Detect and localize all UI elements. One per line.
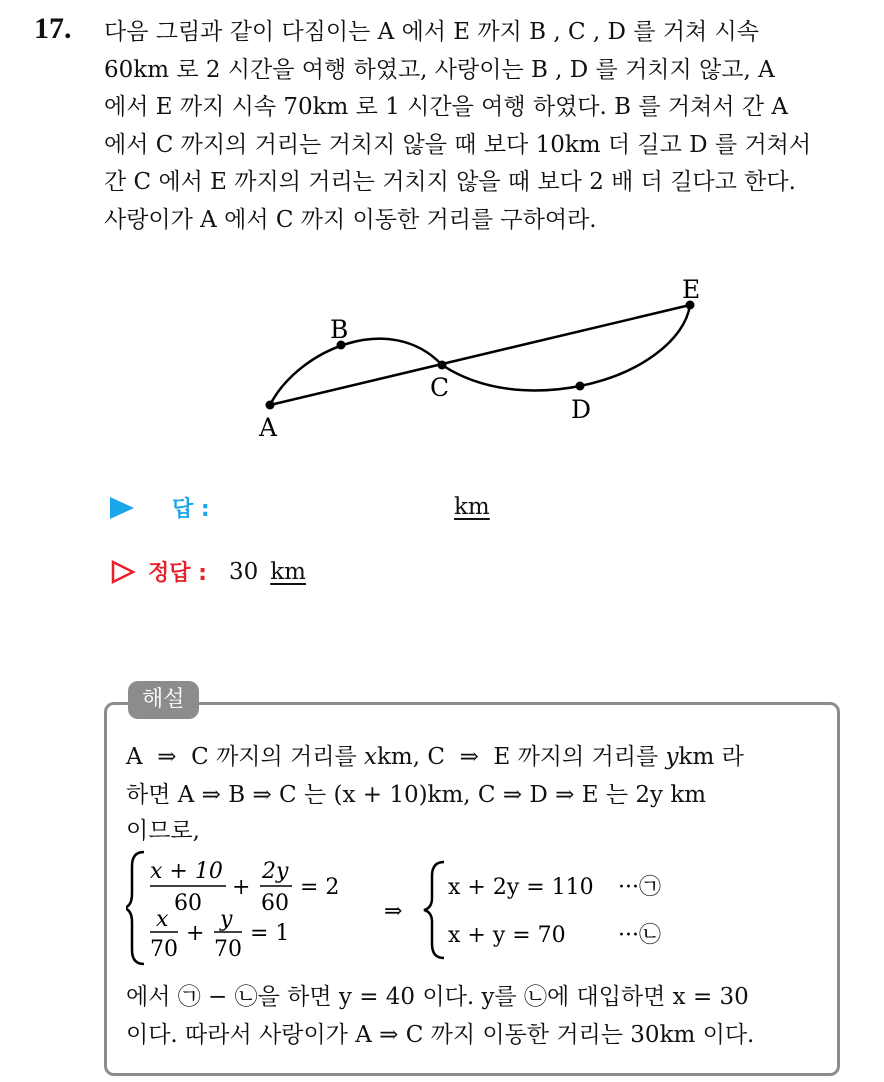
- answer-row: [110, 492, 210, 523]
- eq2-num2: y: [220, 907, 233, 932]
- problem-text: 다음 그림과 같이 다짐이는 A 에서 E 까지 B , C , D 를 거쳐 시속 60km 로 2 시간을 여행 하였고, 사랑이는 B , D 를 거치지 않고, A 에서 E 까지 시속 70km 로 1 시간을 여행 하였다. B 를 거쳐서 간 A 에서 C 까지의 거리는 거치지 않을 때 보다 10km 더 길고 D 를 거쳐서 간 C 에서 E 까지의 거리는 거치지 않을 때 보다 2 배 더 길다고 한다. 사랑이가 A 에서 C 까지 이동한 거리를 구하여라.: [104, 19, 812, 233]
- point-b-label: B: [330, 315, 349, 344]
- point-a-dot: [266, 401, 275, 410]
- point-d-label: D: [571, 395, 592, 424]
- point-d-dot: [576, 382, 585, 391]
- outline-triangle-icon: [110, 559, 136, 585]
- point-e-label: E: [682, 275, 701, 304]
- correct-answer-value: 30: [228, 558, 259, 585]
- play-marker-icon: [110, 497, 134, 519]
- right-brace: [424, 862, 444, 958]
- eq2-plus: +: [186, 921, 205, 946]
- eq1-plus: +: [232, 875, 251, 900]
- curve-c-d-e: [442, 305, 690, 390]
- eq1-den2: 60: [261, 891, 289, 916]
- correct-answer-label: 정답 :: [148, 561, 207, 586]
- point-a-label: A: [259, 413, 278, 442]
- point-c-label: C: [430, 373, 450, 402]
- left-brace: [126, 852, 144, 964]
- eq1-num1: x + 10: [150, 859, 223, 884]
- eq2-rhs: = 1: [250, 921, 290, 946]
- point-c-dot: [438, 361, 447, 370]
- solution-line-5: 이다. 따라서 사랑이가 A ⇒ C 까지 이동한 거리는 30km 이다.: [126, 1022, 755, 1048]
- right-eq2: x + y = 70: [448, 923, 566, 948]
- correct-answer-unit: km: [270, 558, 306, 585]
- eq1-num2: 2y: [262, 859, 289, 884]
- answer-label: 답 :: [172, 497, 210, 522]
- solution-tag: 해설: [128, 681, 199, 719]
- correct-answer-row: [110, 556, 306, 587]
- solution-line-3: 이므로,: [126, 818, 200, 844]
- eq2-num1: x: [156, 907, 169, 932]
- right-eq1: x + 2y = 110: [448, 875, 594, 900]
- eq2-den2: 70: [214, 937, 242, 962]
- eq1-den1: 60: [174, 891, 202, 916]
- implies-arrow: ⇒: [384, 899, 403, 924]
- question-number: 17.: [34, 12, 72, 45]
- solution-line-4: 에서 ㉠ − ㉡을 하면 y = 40 이다. y를 ㉡에 대입하면 x = 30: [126, 984, 749, 1010]
- right-eq1-mark: ···㉠: [618, 875, 661, 900]
- solution-line-1: A ⇒ C 까지의 거리를 xkm, C ⇒ E 까지의 거리를 ykm 라: [126, 744, 744, 770]
- solution-line-2: 하면 A ⇒ B ⇒ C 는 (x + 10)km, C ⇒ D ⇒ E 는 2y km: [126, 782, 707, 808]
- route-diagram: [0, 0, 884, 460]
- eq1-rhs: = 2: [300, 875, 340, 900]
- right-eq2-mark: ···㉡: [618, 923, 661, 948]
- answer-unit: km: [454, 494, 490, 520]
- equation-system: [126, 848, 726, 968]
- curve-a-b-c: [270, 339, 442, 405]
- eq2-den1: 70: [150, 937, 178, 962]
